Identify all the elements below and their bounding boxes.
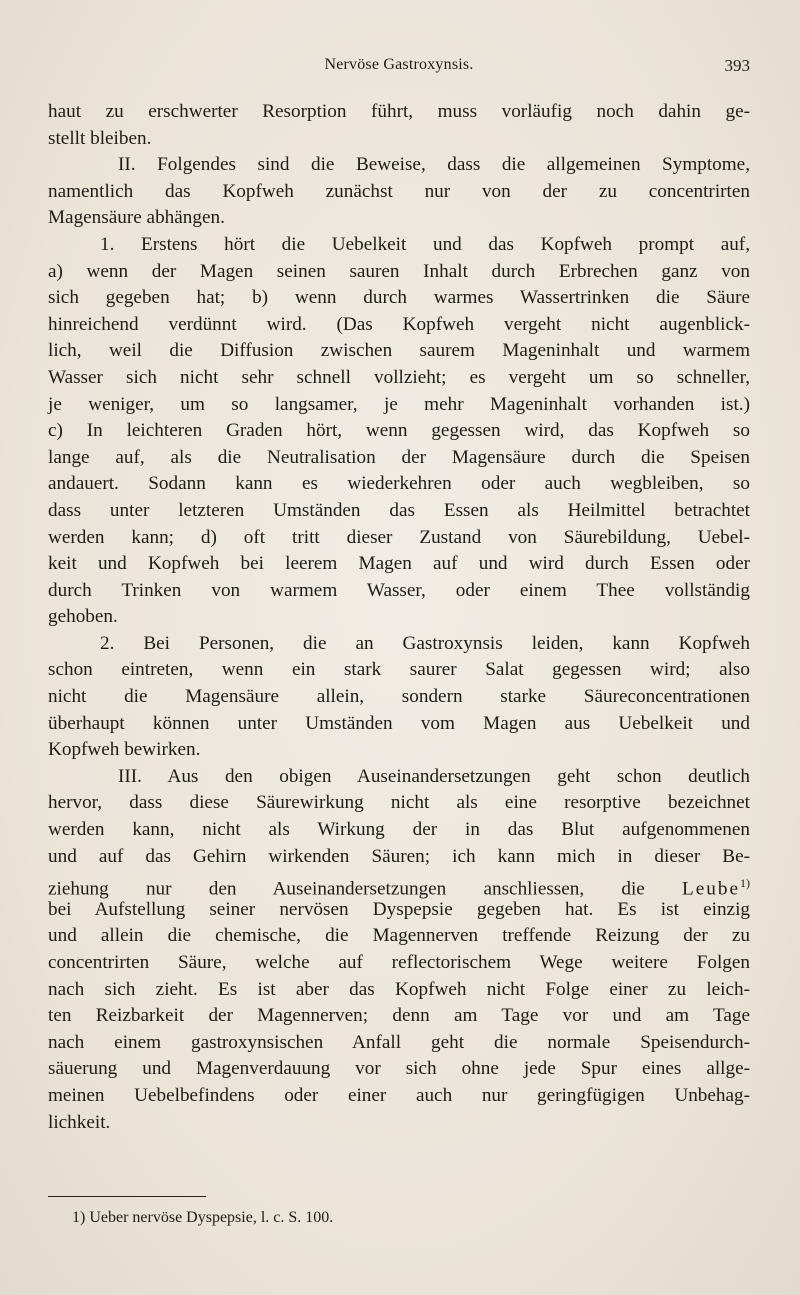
text-line: und auf das Gehirn wirkenden Säuren; ich kann mich in dieser Be-	[48, 845, 750, 867]
text-line: III. Aus den obigen Auseinandersetzungen geht schon deutlich	[118, 765, 750, 787]
text-line: und allein die chemische, die Magennerven treffende Reizung der zu	[48, 925, 750, 947]
text-line: stellt bleiben.	[48, 127, 152, 149]
text-line: werden kann; d) oft tritt dieser Zustand von Säurebildung, Uebel-	[48, 526, 750, 548]
text-line: werden kann, nicht als Wirkung der in das Blut aufgenommenen	[48, 819, 750, 841]
footnote-divider	[48, 1196, 206, 1197]
footnote: 1) Ueber nervöse Dyspepsie, l. c. S. 100.	[72, 1209, 334, 1226]
text-line: schon eintreten, wenn ein stark saurer Salat gegessen wird; also	[48, 659, 750, 681]
text-line: II. Folgendes sind die Beweise, dass die allgemeinen Symptome,	[118, 154, 750, 176]
text-line: Magensäure abhängen.	[48, 207, 225, 229]
text-line: 2. Bei Personen, die an Gastroxynsis leiden, kann Kopfweh	[100, 632, 750, 654]
text-line: hervor, dass diese Säurewirkung nicht als eine resorptive bezeichnet	[48, 792, 750, 814]
text-line: concentrirten Säure, welche auf reflectorischem Wege weitere Folgen	[48, 952, 750, 973]
text-line: Wasser sich nicht sehr schnell vollzieht; es vergeht um so schneller,	[48, 366, 750, 388]
text-line: 1. Erstens hört die Uebelkeit und das Kopfweh prompt auf,	[100, 233, 750, 255]
page-number: 393	[724, 56, 750, 75]
text-line: bei Aufstellung seiner nervösen Dyspepsie gegeben hat. Es ist einzig	[48, 898, 750, 920]
text-line: säuerung und Magenverdauung vor sich ohne jede Spur eines allge-	[48, 1058, 750, 1080]
footnote-reference: 1)	[740, 876, 750, 891]
text-line: hinreichend verdünnt wird. (Das Kopfweh vergeht nicht augenblick-	[48, 313, 750, 335]
text-line: nach sich zieht. Es ist aber das Kopfweh nicht Folge einer zu leich-	[48, 978, 750, 1000]
line-text: ziehung nur den Auseinandersetzungen anschliessen, die	[48, 878, 645, 900]
spaced-author-name: Leube	[682, 878, 740, 900]
text-line: sich gegeben hat; b) wenn durch warmes Wassertrinken die Säure	[48, 287, 750, 309]
text-line: nicht die Magensäure allein, sondern starke Säureconcentrationen	[48, 686, 750, 708]
text-line: lich, weil die Diffusion zwischen saurem Mageninhalt und warmem	[48, 340, 750, 362]
text-line: haut zu erschwerter Resorption führt, muss vorläufig noch dahin ge-	[48, 101, 750, 122]
text-line: c) In leichteren Graden hört, wenn gegessen wird, das Kopfweh so	[48, 420, 750, 442]
body-text	[48, 99, 750, 1136]
text-line: durch Trinken von warmem Wasser, oder einem Thee vollständig	[48, 579, 750, 601]
text-line: keit und Kopfweh bei leerem Magen auf und wird durch Essen oder	[48, 553, 750, 575]
text-line: Kopfweh bewirken.	[48, 739, 201, 761]
text-line: lange auf, als die Neutralisation der Magensäure durch die Speisen	[48, 446, 750, 468]
text-line: a) wenn der Magen seinen sauren Inhalt durch Erbrechen ganz von	[48, 260, 750, 282]
text-line-with-name	[48, 870, 750, 900]
text-line: gehoben.	[48, 606, 118, 628]
text-line: ten Reizbarkeit der Magennerven; denn am Tage vor und am Tage	[48, 1005, 750, 1027]
running-title: Nervöse Gastroxynsis.	[324, 56, 474, 73]
text-line: je weniger, um so langsamer, je mehr Mageninhalt vorhanden ist.)	[48, 393, 750, 415]
text-line: überhaupt können unter Umständen vom Magen aus Uebelkeit und	[48, 712, 750, 734]
text-line: dass unter letzteren Umständen das Essen als Heilmittel betrachtet	[48, 499, 750, 521]
text-line: namentlich das Kopfweh zunächst nur von der zu concentrirten	[48, 180, 750, 202]
text-line: lichkeit.	[48, 1111, 111, 1133]
text-line: nach einem gastroxynsischen Anfall geht die normale Speisendurch-	[48, 1031, 750, 1053]
text-line: meinen Uebelbefindens oder einer auch nur geringfügigen Unbehag-	[48, 1084, 750, 1106]
running-head	[48, 56, 750, 80]
text-line: andauert. Sodann kann es wiederkehren oder auch wegbleiben, so	[48, 473, 750, 495]
